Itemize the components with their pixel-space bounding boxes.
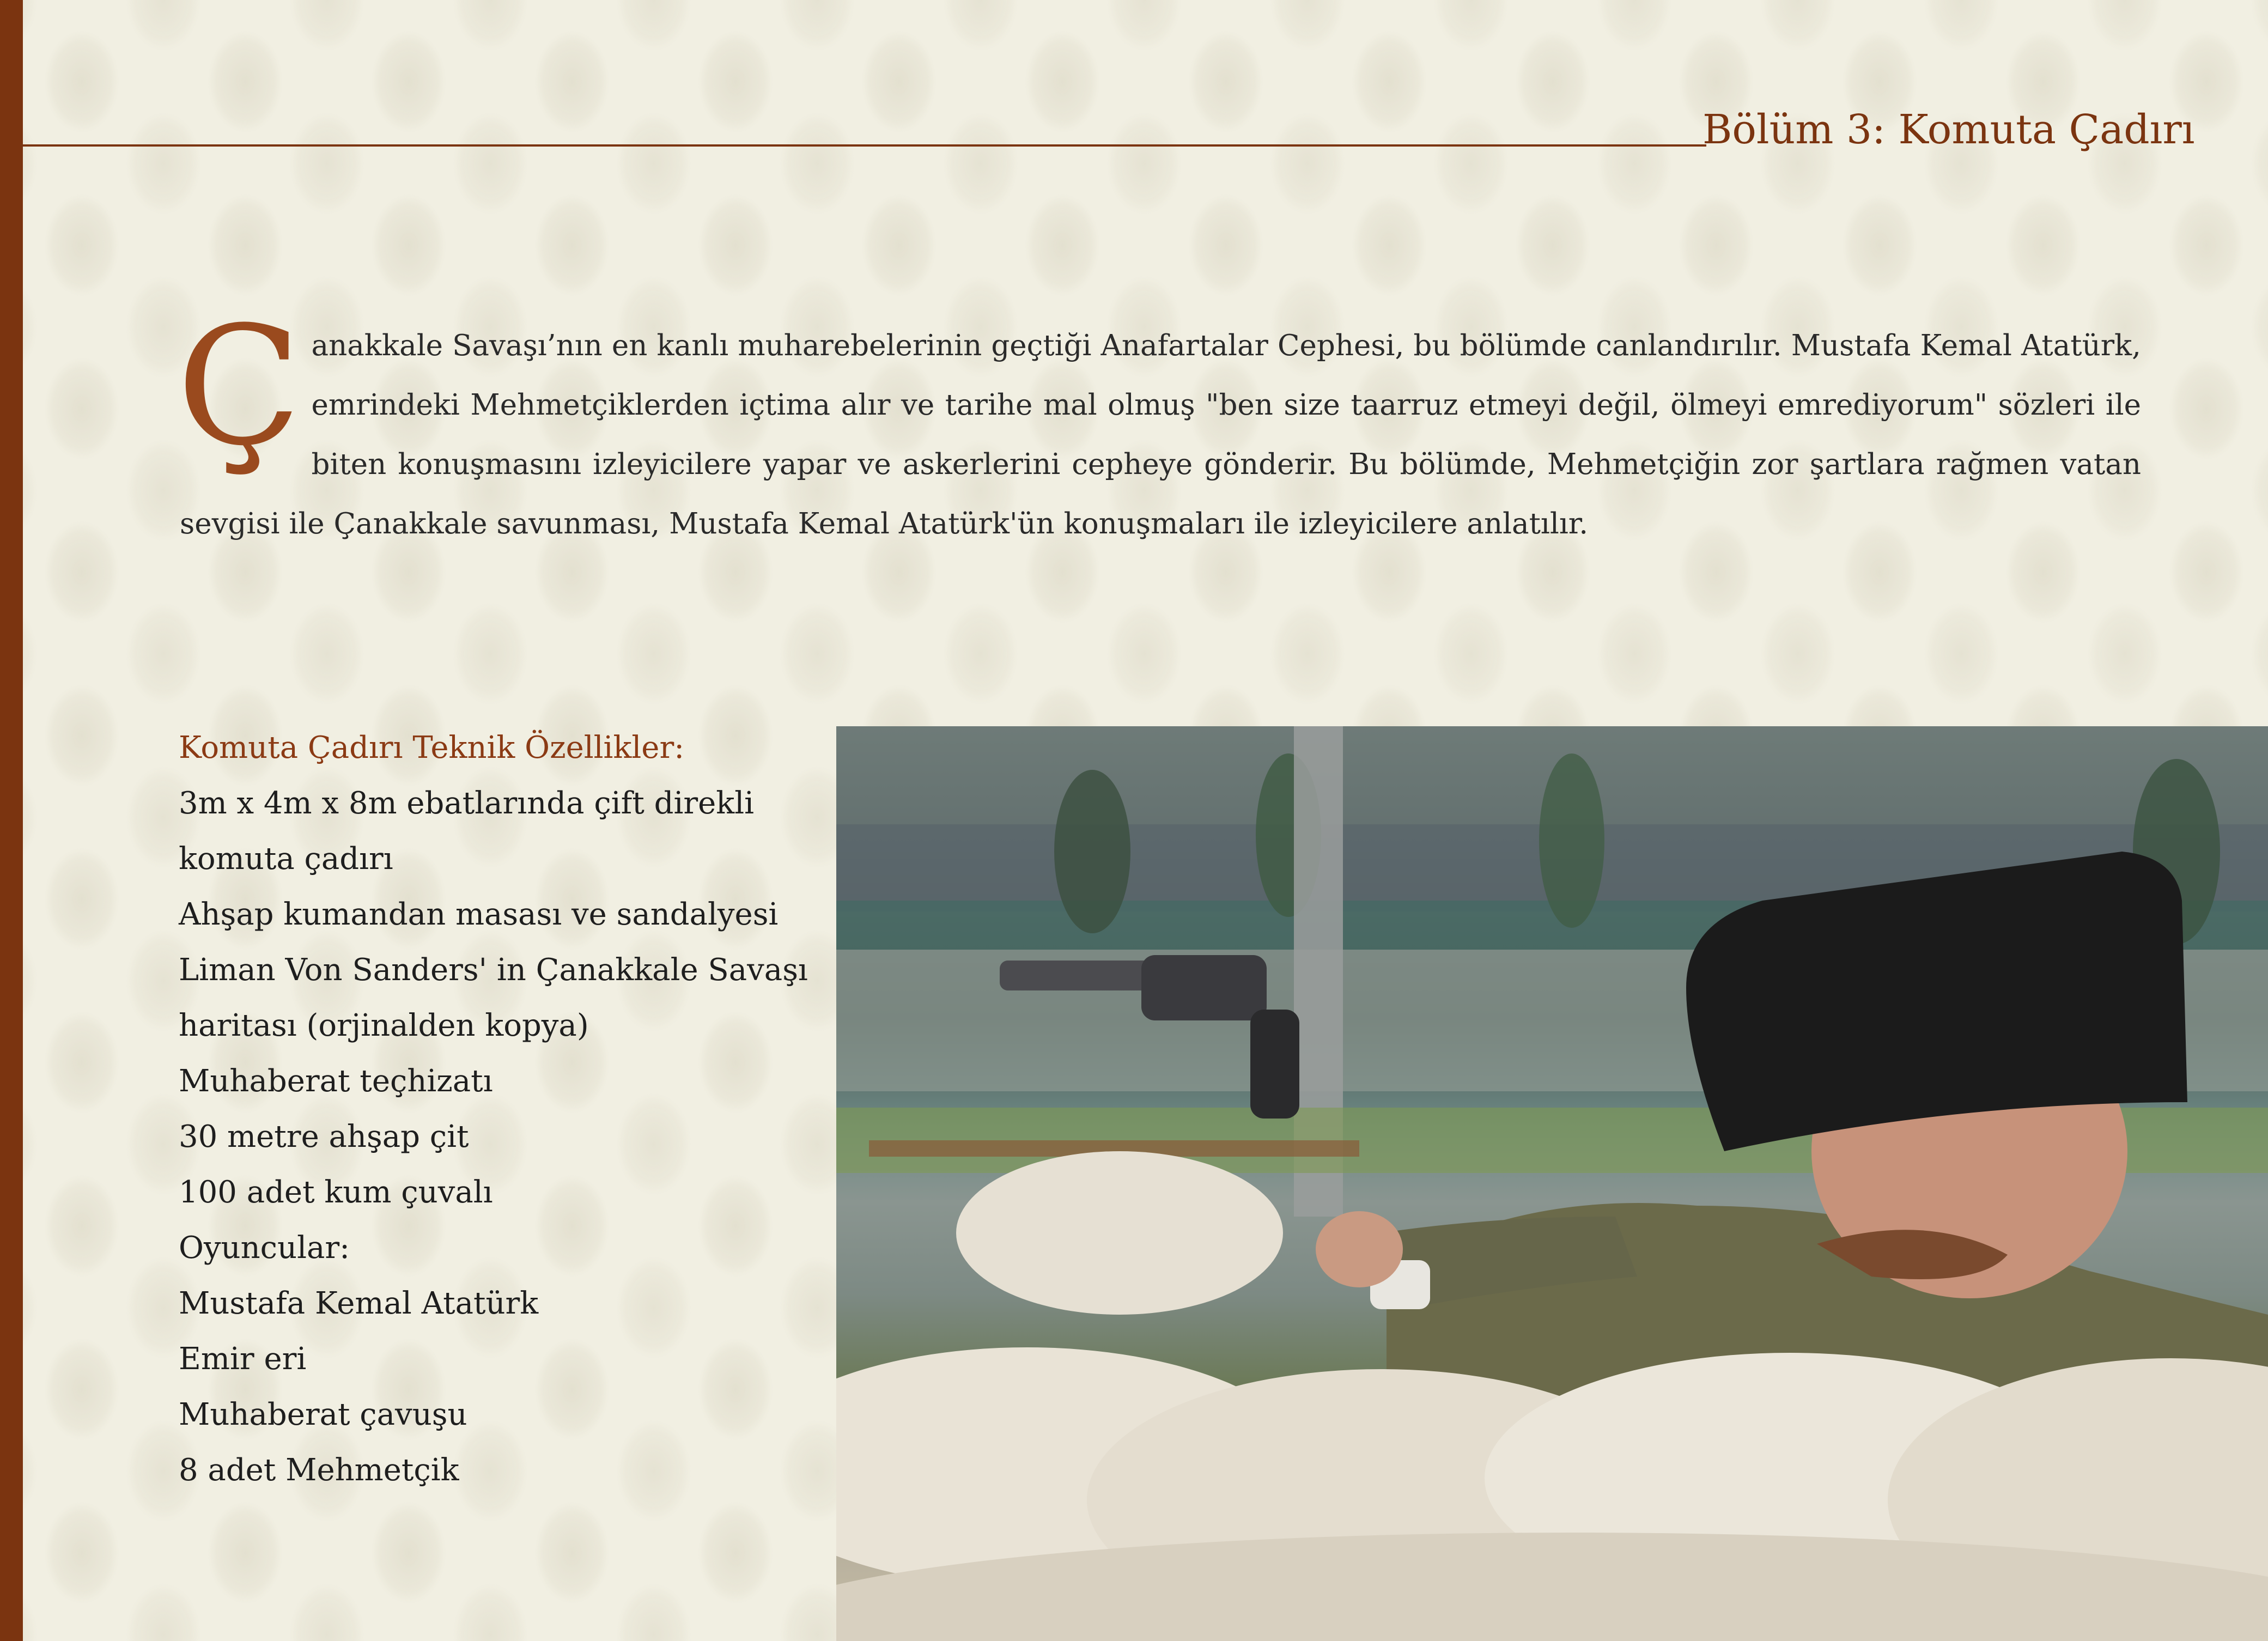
spec-line: Muhaberat çavuşu <box>179 1397 467 1432</box>
intro-paragraph <box>177 291 2141 554</box>
specs-heading: Komuta Çadırı Teknik Özellikler: <box>179 730 685 765</box>
reenactment-photo <box>836 726 2268 1641</box>
photo-illustration <box>836 726 2268 1641</box>
intro-text: anakkale Savaşı’nın en kanlı muharebelerinin geçtiği Anafartalar Cephesi, bu bölümde canlandırılır. Mustafa Kemal Atatürk, emrindeki Mehmetçiklerden içtima alır ve tarihe mal olmuş "ben size taarruz etmeyi değil, ölmeyi emrediyorum" sözleri ile biten konuşmasını izleyicilere yapar ve askerlerini cepheye gönderir. Bu bölümde, Mehmetçiğin zor şartlara rağmen vatan sevgisi ile Çanakkale savunması, Mustafa Kemal Atatürk'ün konuşmaları ile izleyicilere anlatılır. <box>180 329 2141 540</box>
spec-line: Emir eri <box>179 1341 307 1377</box>
spec-line: Ahşap kumandan masası ve sandalyesi <box>179 897 779 932</box>
drop-cap: Ç <box>177 291 302 482</box>
chapter-title: Bölüm 3: Komuta Çadırı <box>1702 106 2195 153</box>
specs-section <box>179 720 832 1498</box>
left-accent-bar <box>0 0 23 1641</box>
spec-line: 3m x 4m x 8m ebatlarında çift direkli <box>179 786 755 821</box>
spec-line: 100 adet kum çuvalı <box>179 1175 493 1210</box>
spec-line: haritası (orjinalden kopya) <box>179 1008 589 1043</box>
header-rule <box>23 144 1706 147</box>
spec-line: Liman Von Sanders' in Çanakkale Savaşı <box>179 952 808 988</box>
spec-line: 8 adet Mehmetçik <box>179 1452 459 1488</box>
spec-line: Mustafa Kemal Atatürk <box>179 1286 539 1321</box>
spec-line: Oyuncular: <box>179 1230 350 1266</box>
spec-line: Muhaberat teçhizatı <box>179 1063 493 1099</box>
spec-line: 30 metre ahşap çit <box>179 1119 469 1154</box>
spec-line: komuta çadırı <box>179 841 393 877</box>
